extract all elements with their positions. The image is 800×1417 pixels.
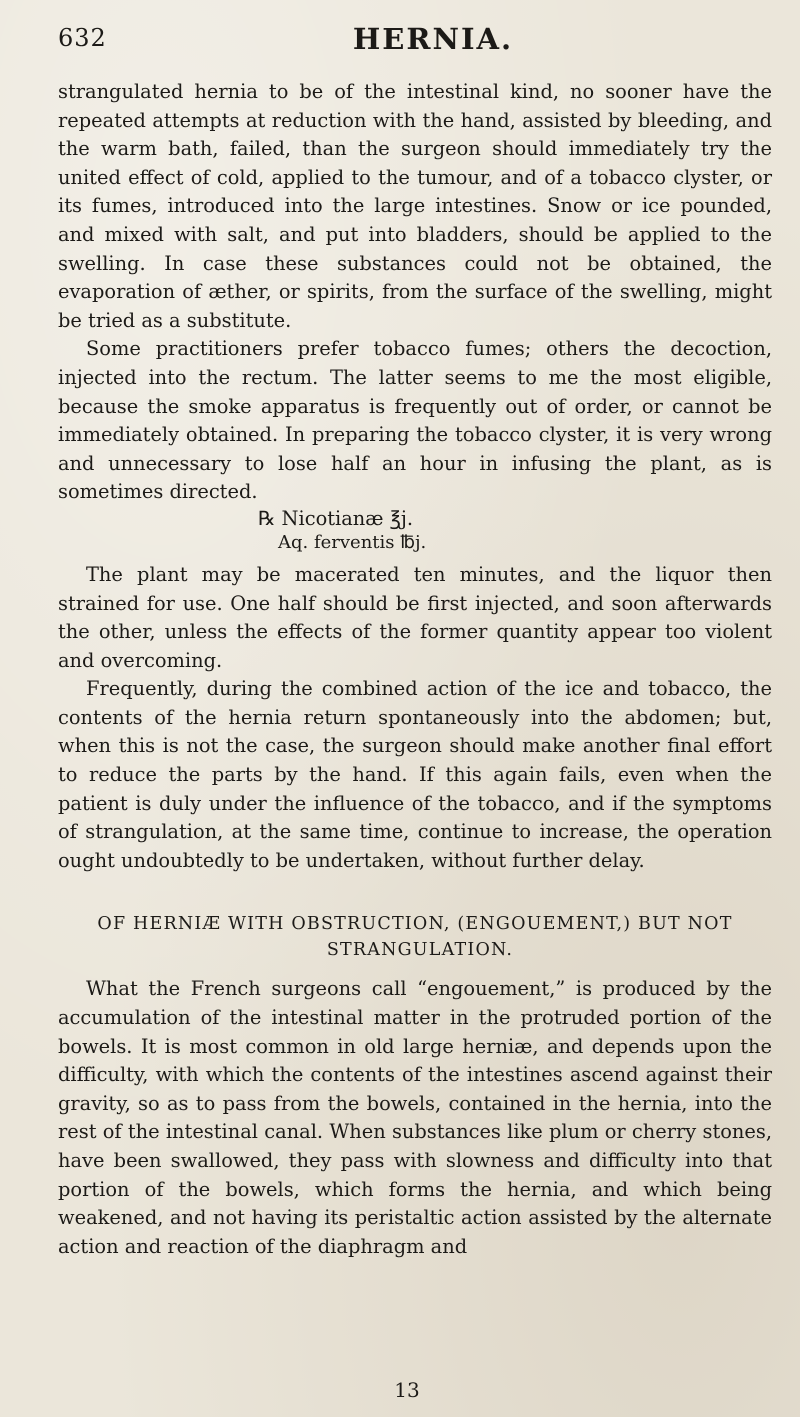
section-heading-line-1: OF HERNIÆ WITH OBSTRUCTION, (ENGOUEMENT,) BUT NOT <box>97 914 733 935</box>
paragraph-tobacco-practitioners: Some practitioners prefer tobacco fumes; others the decoction, injected into the rectum. The latter seems to me the most eligible, because the smoke apparatus is frequently out of order, or cannot be immediately obtained. In preparing the tobacco clyster, it is very wrong and unnecessary to lose half an hour in infusing the plant, as is sometimes directed. <box>58 337 772 504</box>
paragraph-strangulated-hernia: strangulated hernia to be of the intestinal kind, no sooner have the repeated attempts at reduction with the hand, assisted by bleeding, and the warm bath, failed, than the surgeon should immediately try the united effect of cold, applied to the tumour, and of a tobacco clyster, or its fumes, introduced into the large intestines. Snow or ice pounded, and mixed with salt, and put into bladders, should be applied to the swelling. In case these substances could not be obtained, the evaporation of æther, or spirits, from the surface of the swelling, might be tried as a substitute. <box>58 80 772 332</box>
page-title: HERNIA. <box>352 22 514 56</box>
recipe-line-nicotiana: ℞ Nicotianæ ℥j. <box>258 506 414 530</box>
signature-mark: 13 <box>394 1378 420 1402</box>
recipe-line-aqua: Aq. ferventis ℔j. <box>278 531 427 553</box>
section-heading <box>58 911 772 963</box>
running-head <box>58 22 768 62</box>
section-heading-line-2: STRANGULATION. <box>326 940 514 961</box>
body-text <box>58 78 772 1261</box>
paragraph-combined-action: Frequently, during the combined action of the ice and tobacco, the contents of the hernia return spontaneously into the abdomen; but, when this is not the case, the surgeon should make another final effort to reduce the parts by the hand. If this again fails, even when the patient is duly under the influence of the tobacco, and if the symptoms of strangulation, at the same time, continue to increase, the operation ought undoubtedly to be undertaken, without further delay. <box>58 677 772 872</box>
page-number: 632 <box>58 24 107 52</box>
paragraph-engouement: What the French surgeons call “engouement,” is produced by the accumulation of the intestinal matter in the protruded portion of the bowels. It is most common in old large herniæ, and depends upon the difficulty, with which the contents of the intestines ascend against their gravity, so as to pass from the bowels, contained in the hernia, into the rest of the intestinal canal. When substances like plum or cherry stones, have been swallowed, they pass with slowness and difficulty into that portion of the bowels, which forms the hernia, and which being weakened, and not having its peristaltic action assisted by the alternate action and reaction of the diaphragm and <box>58 977 772 1258</box>
recipe-block <box>258 507 772 555</box>
paragraph-maceration: The plant may be macerated ten minutes, and the liquor then strained for use. One half should be first injected, and soon afterwards the other, unless the effects of the former quantity appear too violent and overcoming. <box>58 562 772 672</box>
